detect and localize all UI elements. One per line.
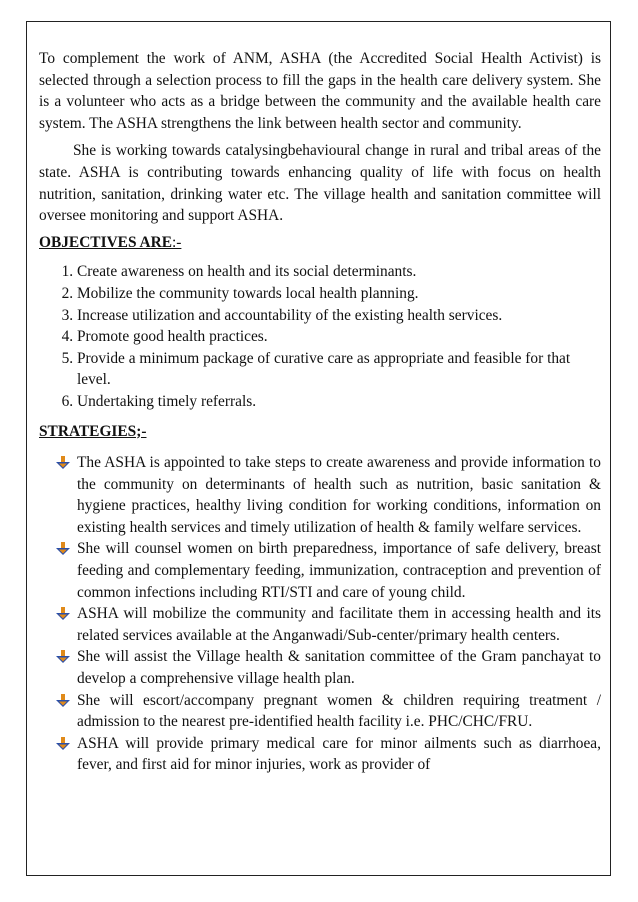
strategy-item [39, 603, 601, 646]
objectives-heading [39, 232, 601, 254]
second-paragraph: She is working towards catalysingbehavioural change in rural and tribal areas of the state. ASHA is contributing towards enhancing quality of life with focus on health nutrition, sanitation, drinking water etc. The village health and sanitation committee will oversee monitoring and support ASHA. [39, 142, 601, 225]
objectives-heading-text: OBJECTIVES ARE [39, 233, 172, 251]
objective-item: 6. Undertaking timely referrals. [77, 391, 601, 413]
strategy-text: She will assist the Village health & sanitation committee of the Gram panchayat to develop a comprehensive village health plan. [77, 648, 601, 688]
objectives-list [39, 261, 601, 412]
objective-item: 1. Create awareness on health and its social determinants. [77, 261, 601, 283]
down-arrow-bullet-icon [56, 541, 70, 555]
strategy-item [39, 538, 601, 603]
strategy-text: She will counsel women on birth preparedness, importance of safe delivery, breast feeding and complementary feeding, immunization, contraception and prevention of common infections including RTI/STI and care of young child. [77, 540, 601, 601]
objectives-heading-suffix: :- [172, 233, 182, 251]
objective-item: 5. Provide a minimum package of curative care as appropriate and feasible for that level. [77, 348, 601, 391]
down-arrow-bullet-icon [56, 606, 70, 620]
objective-item: 3. Increase utilization and accountability of the existing health services. [77, 305, 601, 327]
strategy-text: The ASHA is appointed to take steps to create awareness and provide information to the community on determinants of health such as nutrition, basic sanitation & hygiene practices, healthy living condition for working conditions, information on existing health services and timely utilization of health & family welfare services. [77, 454, 601, 536]
strategies-list [39, 452, 601, 776]
down-arrow-bullet-icon [56, 736, 70, 750]
strategy-item [39, 646, 601, 689]
strategies-heading: STRATEGIES;- [39, 422, 147, 440]
down-arrow-bullet-icon [56, 649, 70, 663]
strategy-text: ASHA will provide primary medical care for minor ailments such as diarrhoea, fever, and first aid for minor injuries, work as provider of [77, 734, 601, 774]
strategy-text: She will escort/accompany pregnant women & children requiring treatment / admission to the nearest pre-identified health facility i.e. PHC/CHC/FRU. [77, 691, 601, 731]
objective-item: 2. Mobilize the community towards local health planning. [77, 283, 601, 305]
strategy-item [39, 733, 601, 776]
intro-paragraph: To complement the work of ANM, ASHA (the Accredited Social Health Activist) is selected through a selection process to fill the gaps in the health care delivery system. She is a volunteer who acts as a bridge between the community and the available health care system. The ASHA strengthens the link between health sector and community. [39, 50, 601, 132]
strategy-text: ASHA will mobilize the community and facilitate them in accessing health and its related services available at the Anganwadi/Sub-center/primary health centers. [77, 605, 601, 644]
objective-item: 4. Promote good health practices. [77, 326, 601, 348]
document-body [39, 48, 601, 776]
strategy-item [39, 690, 601, 733]
down-arrow-bullet-icon [56, 455, 70, 469]
strategy-item [39, 452, 601, 538]
down-arrow-bullet-icon [56, 693, 70, 707]
